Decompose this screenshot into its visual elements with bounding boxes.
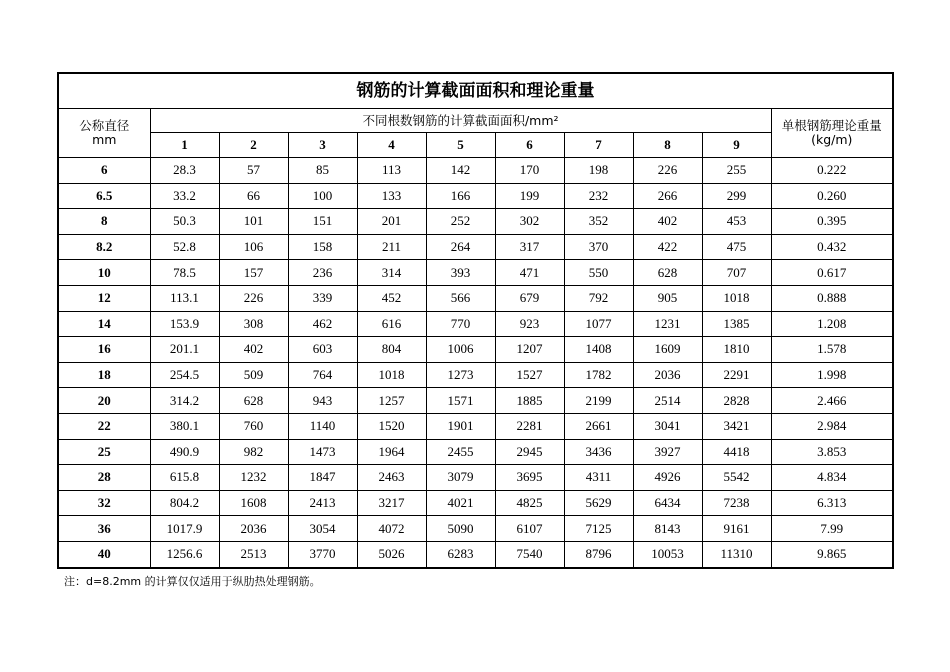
- diameter-cell: 18: [58, 362, 150, 388]
- area-cell: 370: [564, 234, 633, 260]
- area-cell: 66: [219, 183, 288, 209]
- area-cell: 2036: [633, 362, 702, 388]
- weight-cell: 0.617: [771, 260, 893, 286]
- area-cell: 402: [633, 209, 702, 235]
- area-cell: 1018: [702, 285, 771, 311]
- area-cell: 982: [219, 439, 288, 465]
- diameter-cell: 12: [58, 285, 150, 311]
- diameter-cell: 10: [58, 260, 150, 286]
- area-cell: 3695: [495, 465, 564, 491]
- table-row: [58, 209, 893, 235]
- area-cell: 943: [288, 388, 357, 414]
- area-cell: 4072: [357, 516, 426, 542]
- area-cell: 201: [357, 209, 426, 235]
- area-cell: 314.2: [150, 388, 219, 414]
- area-cell: 254.5: [150, 362, 219, 388]
- area-cell: 1256.6: [150, 541, 219, 567]
- area-cell: 11310: [702, 541, 771, 567]
- weight-cell: 0.222: [771, 158, 893, 184]
- diameter-cell: 32: [58, 490, 150, 516]
- diameter-cell: 16: [58, 337, 150, 363]
- area-header: 不同根数钢筋的计算截面面积/mm²: [150, 109, 771, 133]
- area-cell: 2463: [357, 465, 426, 491]
- area-cell: 308: [219, 311, 288, 337]
- area-cell: 1232: [219, 465, 288, 491]
- weight-header-unit: (kg/m): [811, 132, 853, 147]
- area-cell: 1207: [495, 337, 564, 363]
- area-cell: 142: [426, 158, 495, 184]
- area-cell: 28.3: [150, 158, 219, 184]
- weight-cell: 0.395: [771, 209, 893, 235]
- area-cell: 158: [288, 234, 357, 260]
- table-row: [58, 158, 893, 184]
- area-cell: 3770: [288, 541, 357, 567]
- area-cell: 453: [702, 209, 771, 235]
- area-cell: 509: [219, 362, 288, 388]
- area-cell: 2513: [219, 541, 288, 567]
- bar-count-header: 5: [426, 133, 495, 158]
- table-row: [58, 465, 893, 491]
- weight-cell: 4.834: [771, 465, 893, 491]
- area-cell: 113: [357, 158, 426, 184]
- diameter-cell: 28: [58, 465, 150, 491]
- area-cell: 157: [219, 260, 288, 286]
- weight-cell: 1.998: [771, 362, 893, 388]
- table-row: [58, 541, 893, 567]
- area-cell: 166: [426, 183, 495, 209]
- area-cell: 1885: [495, 388, 564, 414]
- nominal-diameter-unit: mm: [92, 132, 117, 147]
- bar-count-header: 6: [495, 133, 564, 158]
- area-cell: 764: [288, 362, 357, 388]
- area-cell: 6107: [495, 516, 564, 542]
- area-cell: 4021: [426, 490, 495, 516]
- bar-count-header: 9: [702, 133, 771, 158]
- bar-count-header: 1: [150, 133, 219, 158]
- area-cell: 7125: [564, 516, 633, 542]
- diameter-cell: 25: [58, 439, 150, 465]
- area-cell: 923: [495, 311, 564, 337]
- area-cell: 3041: [633, 413, 702, 439]
- area-cell: 133: [357, 183, 426, 209]
- table-title: 钢筋的计算截面面积和理论重量: [58, 73, 893, 109]
- area-cell: 302: [495, 209, 564, 235]
- area-cell: 226: [219, 285, 288, 311]
- area-cell: 380.1: [150, 413, 219, 439]
- diameter-cell: 8.2: [58, 234, 150, 260]
- weight-cell: 0.432: [771, 234, 893, 260]
- table-row: [58, 388, 893, 414]
- area-cell: 153.9: [150, 311, 219, 337]
- table-row: [58, 337, 893, 363]
- area-cell: 100: [288, 183, 357, 209]
- area-cell: 550: [564, 260, 633, 286]
- area-cell: 2514: [633, 388, 702, 414]
- area-cell: 1901: [426, 413, 495, 439]
- area-cell: 1608: [219, 490, 288, 516]
- area-cell: 707: [702, 260, 771, 286]
- area-cell: 2661: [564, 413, 633, 439]
- area-cell: 106: [219, 234, 288, 260]
- weight-cell: 2.984: [771, 413, 893, 439]
- diameter-cell: 40: [58, 541, 150, 567]
- area-cell: 1520: [357, 413, 426, 439]
- area-cell: 2281: [495, 413, 564, 439]
- area-cell: 792: [564, 285, 633, 311]
- area-cell: 266: [633, 183, 702, 209]
- bar-count-header-row: [58, 133, 893, 158]
- area-cell: 603: [288, 337, 357, 363]
- area-cell: 1385: [702, 311, 771, 337]
- area-cell: 226: [633, 158, 702, 184]
- area-cell: 471: [495, 260, 564, 286]
- area-cell: 101: [219, 209, 288, 235]
- area-cell: 4825: [495, 490, 564, 516]
- table-row: [58, 362, 893, 388]
- area-cell: 490.9: [150, 439, 219, 465]
- area-cell: 905: [633, 285, 702, 311]
- area-cell: 10053: [633, 541, 702, 567]
- area-cell: 393: [426, 260, 495, 286]
- area-cell: 452: [357, 285, 426, 311]
- area-cell: 402: [219, 337, 288, 363]
- area-cell: 4311: [564, 465, 633, 491]
- weight-cell: 1.208: [771, 311, 893, 337]
- area-cell: 760: [219, 413, 288, 439]
- area-cell: 1017.9: [150, 516, 219, 542]
- area-cell: 151: [288, 209, 357, 235]
- area-cell: 2199: [564, 388, 633, 414]
- diameter-cell: 8: [58, 209, 150, 235]
- area-cell: 3079: [426, 465, 495, 491]
- area-cell: 5629: [564, 490, 633, 516]
- footnote: 注：d=8.2mm 的计算仅仅适用于纵肋热处理钢筋。: [64, 575, 321, 588]
- diameter-cell: 22: [58, 413, 150, 439]
- area-cell: 252: [426, 209, 495, 235]
- area-cell: 422: [633, 234, 702, 260]
- weight-cell: 1.578: [771, 337, 893, 363]
- bar-count-header: 4: [357, 133, 426, 158]
- area-cell: 201.1: [150, 337, 219, 363]
- area-cell: 1140: [288, 413, 357, 439]
- area-cell: 615.8: [150, 465, 219, 491]
- area-cell: 1018: [357, 362, 426, 388]
- area-cell: 4418: [702, 439, 771, 465]
- area-cell: 679: [495, 285, 564, 311]
- area-cell: 1077: [564, 311, 633, 337]
- area-cell: 9161: [702, 516, 771, 542]
- bar-count-header: 8: [633, 133, 702, 158]
- area-cell: 628: [219, 388, 288, 414]
- area-cell: 475: [702, 234, 771, 260]
- area-cell: 1231: [633, 311, 702, 337]
- area-cell: 804: [357, 337, 426, 363]
- table-row: [58, 311, 893, 337]
- weight-header-label: 单根钢筋理论重量: [781, 118, 882, 133]
- area-cell: 3927: [633, 439, 702, 465]
- area-cell: 236: [288, 260, 357, 286]
- table-row: [58, 439, 893, 465]
- weight-cell: 2.466: [771, 388, 893, 414]
- weight-header: [771, 109, 893, 158]
- area-cell: 1257: [357, 388, 426, 414]
- area-cell: 1571: [426, 388, 495, 414]
- area-cell: 5026: [357, 541, 426, 567]
- area-cell: 299: [702, 183, 771, 209]
- area-cell: 170: [495, 158, 564, 184]
- table-row: [58, 413, 893, 439]
- bar-count-header: 3: [288, 133, 357, 158]
- area-cell: 255: [702, 158, 771, 184]
- bar-count-header: 7: [564, 133, 633, 158]
- nominal-diameter-header: [58, 109, 150, 158]
- table-row: [58, 260, 893, 286]
- area-cell: 6283: [426, 541, 495, 567]
- nominal-diameter-label: 公称直径: [79, 118, 130, 133]
- area-cell: 7540: [495, 541, 564, 567]
- area-cell: 1964: [357, 439, 426, 465]
- area-cell: 211: [357, 234, 426, 260]
- area-cell: 1473: [288, 439, 357, 465]
- area-cell: 199: [495, 183, 564, 209]
- area-cell: 52.8: [150, 234, 219, 260]
- area-cell: 339: [288, 285, 357, 311]
- diameter-cell: 6.5: [58, 183, 150, 209]
- area-cell: 628: [633, 260, 702, 286]
- area-cell: 2036: [219, 516, 288, 542]
- area-cell: 1782: [564, 362, 633, 388]
- area-cell: 2413: [288, 490, 357, 516]
- area-cell: 317: [495, 234, 564, 260]
- area-cell: 804.2: [150, 490, 219, 516]
- area-cell: 2455: [426, 439, 495, 465]
- area-cell: 5542: [702, 465, 771, 491]
- area-cell: 3054: [288, 516, 357, 542]
- weight-cell: 0.888: [771, 285, 893, 311]
- area-cell: 85: [288, 158, 357, 184]
- rebar-area-weight-table: [57, 72, 894, 569]
- area-cell: 5090: [426, 516, 495, 542]
- area-cell: 1408: [564, 337, 633, 363]
- area-cell: 57: [219, 158, 288, 184]
- area-cell: 8796: [564, 541, 633, 567]
- area-cell: 8143: [633, 516, 702, 542]
- area-cell: 1006: [426, 337, 495, 363]
- diameter-cell: 36: [58, 516, 150, 542]
- area-cell: 1810: [702, 337, 771, 363]
- diameter-cell: 20: [58, 388, 150, 414]
- area-cell: 33.2: [150, 183, 219, 209]
- weight-cell: 7.99: [771, 516, 893, 542]
- diameter-cell: 14: [58, 311, 150, 337]
- area-cell: 352: [564, 209, 633, 235]
- area-cell: 3421: [702, 413, 771, 439]
- area-cell: 3436: [564, 439, 633, 465]
- bar-count-header: 2: [219, 133, 288, 158]
- area-cell: 198: [564, 158, 633, 184]
- area-cell: 1527: [495, 362, 564, 388]
- area-cell: 1847: [288, 465, 357, 491]
- area-cell: 616: [357, 311, 426, 337]
- area-cell: 113.1: [150, 285, 219, 311]
- area-cell: 78.5: [150, 260, 219, 286]
- area-cell: 6434: [633, 490, 702, 516]
- area-cell: 2291: [702, 362, 771, 388]
- table-row: [58, 183, 893, 209]
- table-row: [58, 516, 893, 542]
- area-cell: 314: [357, 260, 426, 286]
- area-cell: 1273: [426, 362, 495, 388]
- area-cell: 2945: [495, 439, 564, 465]
- area-cell: 50.3: [150, 209, 219, 235]
- weight-cell: 3.853: [771, 439, 893, 465]
- area-cell: 264: [426, 234, 495, 260]
- weight-cell: 0.260: [771, 183, 893, 209]
- table-row: [58, 490, 893, 516]
- area-cell: 770: [426, 311, 495, 337]
- area-cell: 7238: [702, 490, 771, 516]
- area-cell: 4926: [633, 465, 702, 491]
- area-cell: 2828: [702, 388, 771, 414]
- area-cell: 566: [426, 285, 495, 311]
- area-cell: 232: [564, 183, 633, 209]
- area-cell: 3217: [357, 490, 426, 516]
- area-cell: 1609: [633, 337, 702, 363]
- table-row: [58, 285, 893, 311]
- table-row: [58, 234, 893, 260]
- weight-cell: 9.865: [771, 541, 893, 567]
- area-cell: 462: [288, 311, 357, 337]
- diameter-cell: 6: [58, 158, 150, 184]
- weight-cell: 6.313: [771, 490, 893, 516]
